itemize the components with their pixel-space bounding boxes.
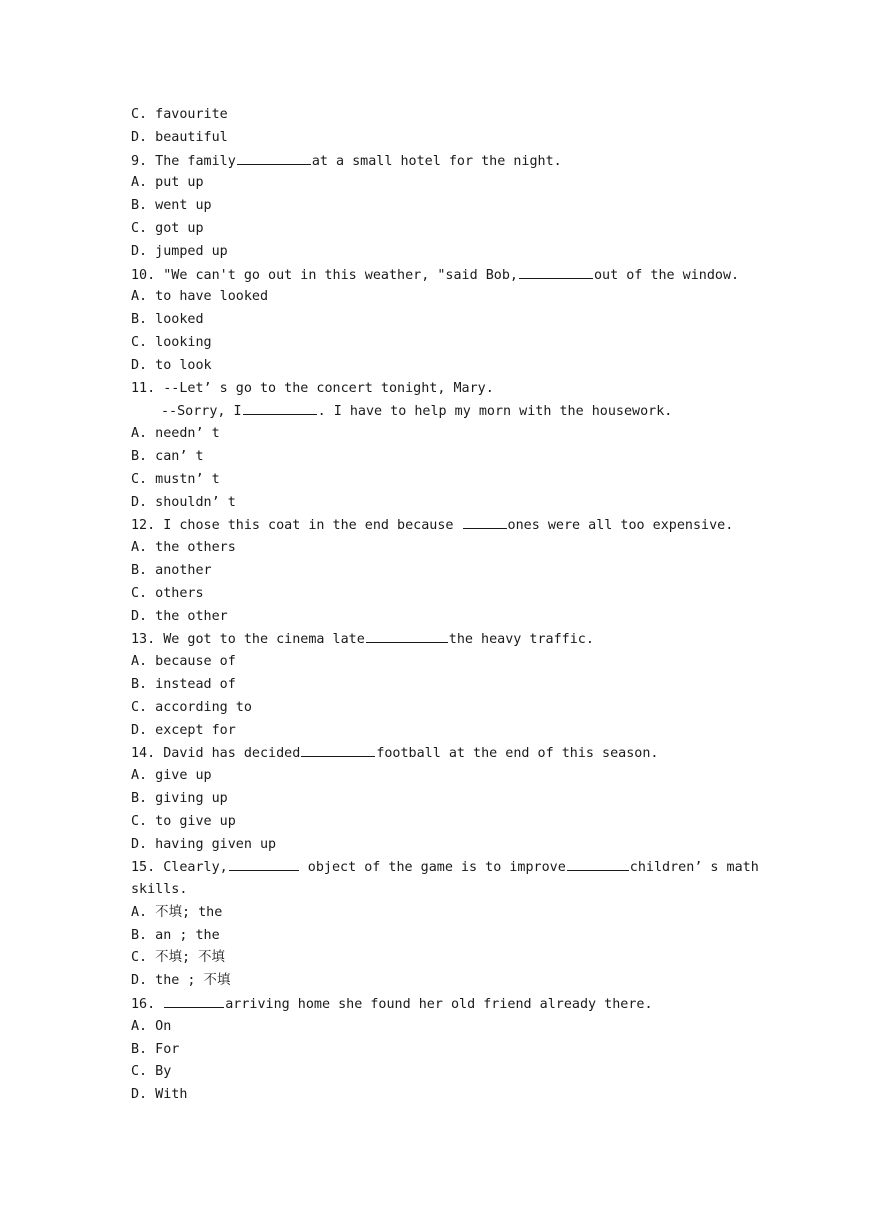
option-q11-c: C. mustn’ t [131, 471, 220, 487]
question-text: . I have to help my morn with the housework. [317, 404, 673, 420]
question-text: children’ s math [629, 860, 759, 876]
question-15-stem-continued: skills. [131, 882, 188, 898]
option-q13-a: A. because of [131, 654, 236, 670]
question-text: at a small hotel for the night. [311, 153, 562, 169]
question-text: 15. Clearly, [131, 860, 228, 876]
question-16-stem [131, 993, 771, 1016]
answer-blank [164, 993, 224, 1008]
option-q8-c: C. favourite [131, 107, 228, 122]
question-text: 13. We got to the cinema late [131, 632, 365, 648]
option-q9-d: D. jumped up [131, 243, 228, 259]
answer-blank [237, 150, 311, 165]
question-text: object of the game is to improve [299, 860, 566, 876]
question-13-stem [131, 628, 771, 651]
option-q15-d: D. the ; 不填 [131, 973, 231, 989]
question-text: 16. [131, 997, 164, 1013]
question-document [131, 104, 771, 1107]
option-q13-d: D. except for [131, 722, 236, 738]
option-q14-d: D. having given up [131, 836, 277, 852]
answer-blank [366, 628, 448, 643]
question-text: out of the window. [593, 267, 740, 283]
question-text: 14. David has decided [131, 746, 301, 762]
question-11-stem: 11. --Let’ s go to the concert tonight, Mary. [131, 380, 494, 396]
option-q11-d: D. shouldn’ t [131, 494, 236, 510]
option-q12-d: D. the other [131, 608, 228, 624]
option-q16-b: B. For [131, 1041, 180, 1057]
option-q12-a: A. the others [131, 540, 236, 556]
option-q11-b: B. can’ t [131, 448, 204, 464]
option-q12-c: C. others [131, 585, 204, 601]
question-text: 10. "We can't go out in this weather, "said Bob, [131, 267, 518, 283]
option-q8-d: D. beautiful [131, 129, 228, 145]
question-14-stem [131, 742, 771, 765]
question-11-reply [131, 400, 771, 423]
question-text: arriving home she found her old friend already there. [225, 997, 653, 1013]
question-15-stem [131, 856, 771, 879]
option-q10-c: C. looking [131, 334, 212, 350]
option-q14-c: C. to give up [131, 813, 236, 829]
answer-blank [243, 400, 317, 415]
question-9-stem [131, 150, 771, 173]
option-q12-b: B. another [131, 562, 212, 578]
question-text: 12. I chose this coat in the end because [131, 518, 462, 534]
question-text: --Sorry, I [161, 404, 242, 420]
question-text: 9. The family [131, 153, 236, 169]
option-q10-d: D. to look [131, 357, 212, 373]
option-q10-b: B. looked [131, 312, 204, 328]
option-q13-c: C. according to [131, 699, 252, 715]
question-text: football at the end of this season. [376, 746, 659, 762]
option-q16-d: D. With [131, 1087, 188, 1103]
question-12-stem [131, 514, 771, 537]
option-q14-a: A. give up [131, 768, 212, 784]
option-q14-b: B. giving up [131, 790, 228, 806]
option-q16-c: C. By [131, 1064, 172, 1080]
answer-blank [463, 514, 507, 529]
answer-blank [229, 856, 299, 871]
question-10-stem [131, 264, 771, 287]
option-q15-c: C. 不填; 不填 [131, 950, 225, 966]
option-q13-b: B. instead of [131, 676, 236, 692]
answer-blank [519, 264, 593, 279]
option-q9-c: C. got up [131, 220, 204, 236]
option-q9-a: A. put up [131, 175, 204, 191]
option-q11-a: A. needn’ t [131, 426, 220, 442]
question-text: ones were all too expensive. [507, 518, 734, 534]
option-q15-b: B. an ; the [131, 927, 220, 943]
option-q9-b: B. went up [131, 198, 212, 214]
question-text: the heavy traffic. [448, 632, 594, 648]
answer-blank [301, 742, 375, 757]
option-q16-a: A. On [131, 1018, 172, 1034]
option-q10-a: A. to have looked [131, 289, 269, 305]
answer-blank [567, 856, 629, 871]
option-q15-a: A. 不填; the [131, 904, 223, 920]
